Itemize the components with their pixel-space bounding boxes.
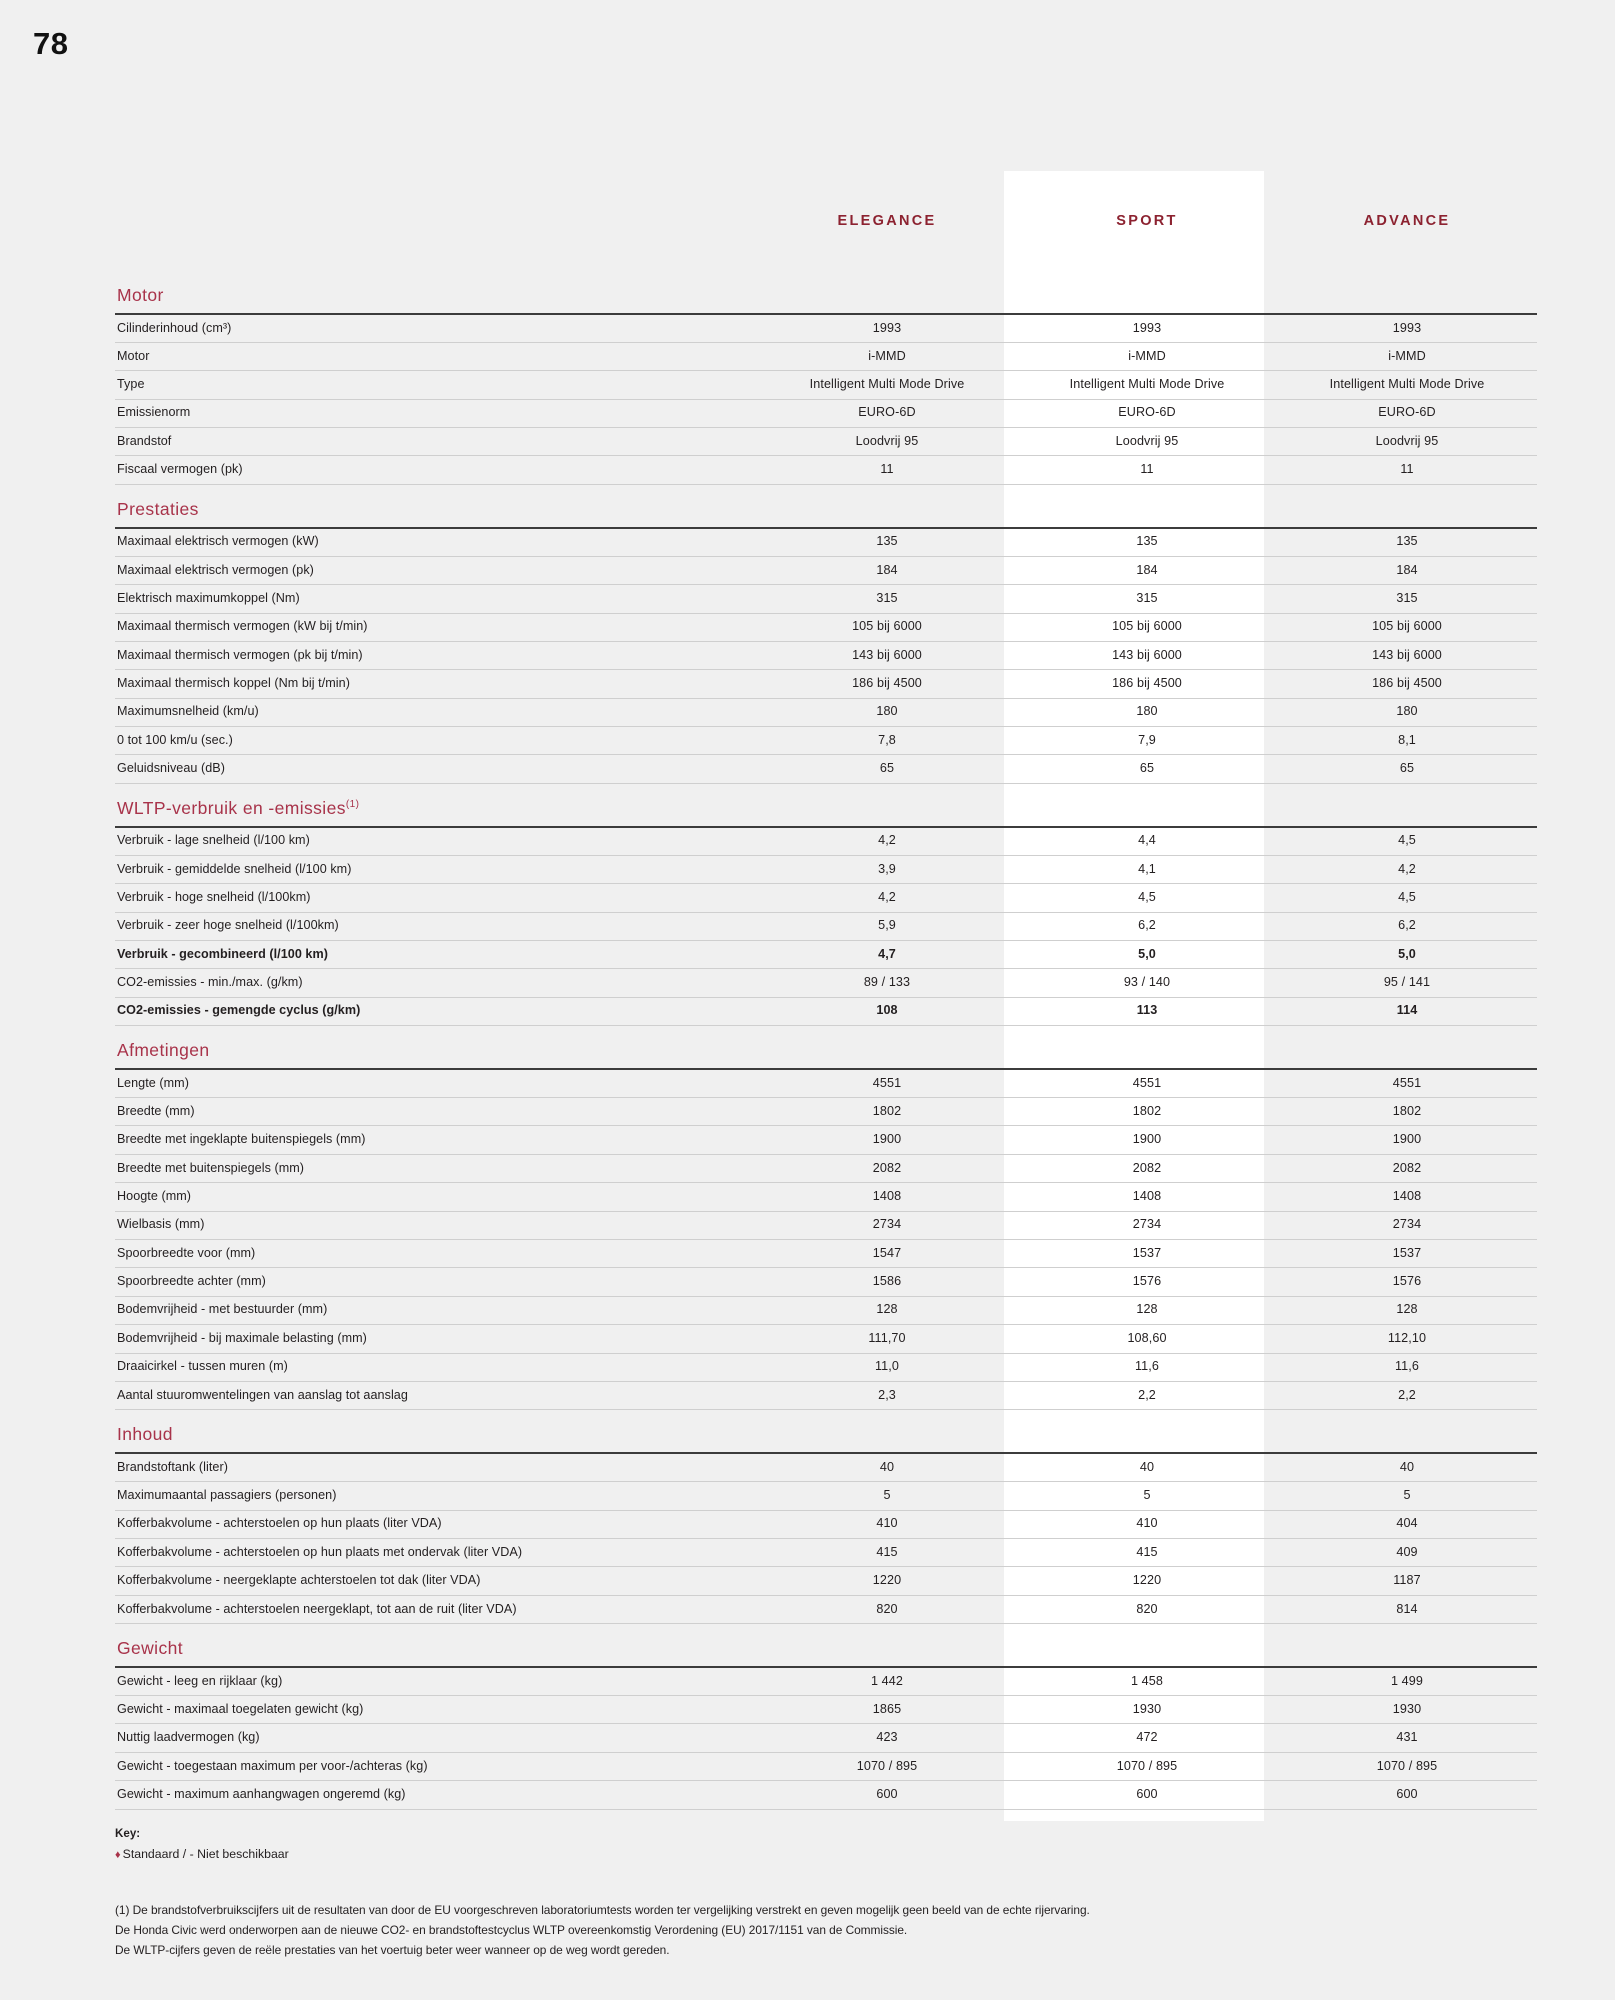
table-row [115, 997, 1537, 1025]
section-header-spacer [1017, 484, 1277, 528]
spec-label: Spoorbreedte achter (mm) [115, 1268, 757, 1296]
spec-label: Hoogte (mm) [115, 1183, 757, 1211]
section-header-spacer [1017, 271, 1277, 314]
spec-label: Brandstoftank (liter) [115, 1453, 757, 1481]
spec-value-sport: 180 [1017, 698, 1277, 726]
table-row [115, 428, 1537, 456]
spec-value-elegance: Loodvrij 95 [757, 428, 1017, 456]
spec-label: Gewicht - leeg en rijklaar (kg) [115, 1667, 757, 1695]
spec-value-sport: 4,4 [1017, 827, 1277, 855]
section-title [117, 1638, 183, 1658]
spec-value-sport: 820 [1017, 1595, 1277, 1623]
section-header-spacer [1277, 484, 1537, 528]
spec-value-elegance: Intelligent Multi Mode Drive [757, 371, 1017, 399]
table-row [115, 585, 1537, 613]
spec-value-advance: 315 [1277, 585, 1537, 613]
spec-label: Verbruik - lage snelheid (l/100 km) [115, 827, 757, 855]
spec-label: Verbruik - zeer hoge snelheid (l/100km) [115, 912, 757, 940]
spec-value-elegance: 111,70 [757, 1325, 1017, 1353]
spec-value-advance: 114 [1277, 997, 1537, 1025]
spec-value-advance: Loodvrij 95 [1277, 428, 1537, 456]
section-header-row [115, 484, 1537, 528]
section-header-spacer [757, 271, 1017, 314]
spec-label: Kofferbakvolume - achterstoelen op hun plaats met ondervak (liter VDA) [115, 1538, 757, 1566]
table-row [115, 342, 1537, 370]
spec-label: Maximumsnelheid (km/u) [115, 698, 757, 726]
table-row [115, 556, 1537, 584]
spec-label: Maximaal thermisch koppel (Nm bij t/min) [115, 670, 757, 698]
section-header-row [115, 271, 1537, 314]
spec-value-advance: 4,2 [1277, 855, 1537, 883]
trim-name-label: ADVANCE [1363, 213, 1451, 229]
table-row [115, 1724, 1537, 1752]
spec-value-elegance: 65 [757, 755, 1017, 783]
table-row [115, 641, 1537, 669]
spec-label: Elektrisch maximumkoppel (Nm) [115, 585, 757, 613]
key-legend-text: Standaard / - Niet beschikbaar [122, 1847, 289, 1861]
spec-label: Maximumaantal passagiers (personen) [115, 1482, 757, 1510]
table-row [115, 1296, 1537, 1324]
trim-header-sport[interactable] [1017, 171, 1277, 271]
spec-label: Brandstof [115, 428, 757, 456]
spec-label: Kofferbakvolume - achterstoelen neergeklapt, tot aan de ruit (liter VDA) [115, 1595, 757, 1623]
spec-value-advance: 4,5 [1277, 884, 1537, 912]
spec-value-advance: i-MMD [1277, 342, 1537, 370]
section-title [117, 1424, 173, 1444]
table-row [115, 314, 1537, 342]
table-row [115, 1211, 1537, 1239]
spec-value-sport: 40 [1017, 1453, 1277, 1481]
spec-value-sport: 4,1 [1017, 855, 1277, 883]
table-row [115, 1453, 1537, 1481]
spec-value-advance: 180 [1277, 698, 1537, 726]
spec-value-sport: 5 [1017, 1482, 1277, 1510]
spec-label: Geluidsniveau (dB) [115, 755, 757, 783]
spec-value-elegance: 5,9 [757, 912, 1017, 940]
spec-value-advance: Intelligent Multi Mode Drive [1277, 371, 1537, 399]
spec-value-advance: 143 bij 6000 [1277, 641, 1537, 669]
section-title-cell [115, 1624, 757, 1668]
spec-value-advance: 1408 [1277, 1183, 1537, 1211]
spec-value-elegance: 4551 [757, 1069, 1017, 1097]
section-title-cell [115, 484, 757, 528]
spec-label: Kofferbakvolume - neergeklapte achterstoelen tot dak (liter VDA) [115, 1567, 757, 1595]
section-header-spacer [1277, 783, 1537, 827]
section-title-text: Motor [117, 285, 164, 305]
section-title [117, 1040, 210, 1060]
spec-value-sport: 410 [1017, 1510, 1277, 1538]
section-title [117, 499, 199, 519]
spec-value-elegance: 11,0 [757, 1353, 1017, 1381]
spec-value-advance: 1537 [1277, 1239, 1537, 1267]
table-row [115, 1781, 1537, 1809]
spec-label: Gewicht - maximaal toegelaten gewicht (kg) [115, 1696, 757, 1724]
spec-value-sport: 143 bij 6000 [1017, 641, 1277, 669]
spec-value-sport: 186 bij 4500 [1017, 670, 1277, 698]
spec-label: Gewicht - toegestaan maximum per voor-/achteras (kg) [115, 1752, 757, 1780]
spec-value-sport: 135 [1017, 528, 1277, 556]
table-row [115, 1538, 1537, 1566]
spec-label: Verbruik - gecombineerd (l/100 km) [115, 940, 757, 968]
spec-value-sport: 472 [1017, 1724, 1277, 1752]
spec-label: Emissienorm [115, 399, 757, 427]
spec-value-elegance: 184 [757, 556, 1017, 584]
table-row [115, 1353, 1537, 1381]
section-header-row [115, 1624, 1537, 1668]
spec-value-advance: 1993 [1277, 314, 1537, 342]
spec-value-advance: 5,0 [1277, 940, 1537, 968]
spec-value-elegance: 315 [757, 585, 1017, 613]
spec-value-sport: 1 458 [1017, 1667, 1277, 1695]
trim-header-spacer [115, 171, 757, 271]
spec-value-advance: 1576 [1277, 1268, 1537, 1296]
spec-value-advance: 409 [1277, 1538, 1537, 1566]
table-row [115, 698, 1537, 726]
section-header-row [115, 783, 1537, 827]
spec-value-advance: 1 499 [1277, 1667, 1537, 1695]
spec-value-advance: 2734 [1277, 1211, 1537, 1239]
spec-value-elegance: 180 [757, 698, 1017, 726]
spec-value-advance: 112,10 [1277, 1325, 1537, 1353]
spec-label: Bodemvrijheid - met bestuurder (mm) [115, 1296, 757, 1324]
spec-value-elegance: 1586 [757, 1268, 1017, 1296]
spec-value-sport: 108,60 [1017, 1325, 1277, 1353]
section-header-spacer [1277, 271, 1537, 314]
table-row [115, 727, 1537, 755]
spec-value-advance: 11 [1277, 456, 1537, 484]
spec-value-elegance: EURO-6D [757, 399, 1017, 427]
spec-value-sport: 184 [1017, 556, 1277, 584]
spec-label: Maximaal elektrisch vermogen (kW) [115, 528, 757, 556]
spec-value-elegance: 415 [757, 1538, 1017, 1566]
spec-value-elegance: 4,7 [757, 940, 1017, 968]
table-row [115, 1069, 1537, 1097]
spec-value-advance: 8,1 [1277, 727, 1537, 755]
spec-value-elegance: 11 [757, 456, 1017, 484]
section-header-spacer [757, 1410, 1017, 1454]
trim-name-label: SPORT [1116, 213, 1178, 229]
spec-value-elegance: 1865 [757, 1696, 1017, 1724]
table-row [115, 1325, 1537, 1353]
table-row [115, 1696, 1537, 1724]
section-header-spacer [1017, 1026, 1277, 1070]
table-row [115, 940, 1537, 968]
spec-value-elegance: 600 [757, 1781, 1017, 1809]
spec-value-sport: 113 [1017, 997, 1277, 1025]
spec-value-sport: 1220 [1017, 1567, 1277, 1595]
section-header-spacer [1277, 1026, 1537, 1070]
spec-label: Fiscaal vermogen (pk) [115, 456, 757, 484]
spec-value-advance: 184 [1277, 556, 1537, 584]
diamond-icon: ♦ [115, 1849, 121, 1861]
spec-label: Draaicirkel - tussen muren (m) [115, 1353, 757, 1381]
spec-value-sport: 4,5 [1017, 884, 1277, 912]
spec-label: Maximaal thermisch vermogen (kW bij t/min) [115, 613, 757, 641]
spec-value-advance: 600 [1277, 1781, 1537, 1809]
spec-label: Aantal stuuromwentelingen van aanslag tot aanslag [115, 1381, 757, 1409]
spec-value-elegance: 143 bij 6000 [757, 641, 1017, 669]
spec-value-elegance: 128 [757, 1296, 1017, 1324]
section-header-spacer [1017, 1410, 1277, 1454]
table-row [115, 1510, 1537, 1538]
spec-value-elegance: 2,3 [757, 1381, 1017, 1409]
key-block [115, 1827, 289, 1861]
spec-value-elegance: 410 [757, 1510, 1017, 1538]
table-row [115, 371, 1537, 399]
section-title-cell [115, 1026, 757, 1070]
spec-value-elegance: 3,9 [757, 855, 1017, 883]
spec-value-sport: 1576 [1017, 1268, 1277, 1296]
spec-label: Gewicht - maximum aanhangwagen ongeremd (kg) [115, 1781, 757, 1809]
spec-value-sport: 93 / 140 [1017, 969, 1277, 997]
table-row [115, 1482, 1537, 1510]
spec-value-advance: 404 [1277, 1510, 1537, 1538]
table-row [115, 1268, 1537, 1296]
trim-header-elegance[interactable] [757, 171, 1017, 271]
spec-value-elegance: 1 442 [757, 1667, 1017, 1695]
spec-label: CO2-emissies - min./max. (g/km) [115, 969, 757, 997]
spec-value-sport: 1993 [1017, 314, 1277, 342]
spec-value-elegance: 1802 [757, 1097, 1017, 1125]
spec-value-sport: 2734 [1017, 1211, 1277, 1239]
trim-name-label: ELEGANCE [837, 213, 937, 229]
spec-label: Verbruik - gemiddelde snelheid (l/100 km) [115, 855, 757, 883]
spec-label: Cilinderinhoud (cm³) [115, 314, 757, 342]
spec-value-advance: 4551 [1277, 1069, 1537, 1097]
spec-label: Lengte (mm) [115, 1069, 757, 1097]
key-title: Key: [115, 1827, 141, 1840]
spec-value-sport: 1537 [1017, 1239, 1277, 1267]
spec-value-sport: 1070 / 895 [1017, 1752, 1277, 1780]
spec-value-advance: 128 [1277, 1296, 1537, 1324]
spec-value-advance: 1930 [1277, 1696, 1537, 1724]
spec-value-sport: 4551 [1017, 1069, 1277, 1097]
section-header-spacer [1277, 1624, 1537, 1668]
spec-value-advance: EURO-6D [1277, 399, 1537, 427]
table-row [115, 1595, 1537, 1623]
table-row [115, 969, 1537, 997]
section-header-row [115, 1026, 1537, 1070]
spec-value-elegance: 105 bij 6000 [757, 613, 1017, 641]
table-row [115, 1154, 1537, 1182]
table-row [115, 1097, 1537, 1125]
specification-sheet [115, 171, 1537, 1810]
spec-value-elegance: 5 [757, 1482, 1017, 1510]
table-row [115, 884, 1537, 912]
spec-value-sport: 6,2 [1017, 912, 1277, 940]
spec-value-sport: 11,6 [1017, 1353, 1277, 1381]
footnote-line: De Honda Civic werd onderworpen aan de nieuwe CO2- en brandstoftestcyclus WLTP overeenkomstig Verordening (EU) 2017/1151 van de Commissie. [115, 1922, 908, 1937]
section-header-spacer [757, 484, 1017, 528]
spec-value-elegance: 1900 [757, 1126, 1017, 1154]
key-legend-line [115, 1847, 289, 1861]
spec-value-sport: i-MMD [1017, 342, 1277, 370]
spec-label: Kofferbakvolume - achterstoelen op hun plaats (liter VDA) [115, 1510, 757, 1538]
spec-label: Nuttig laadvermogen (kg) [115, 1724, 757, 1752]
spec-label: Maximaal thermisch vermogen (pk bij t/min) [115, 641, 757, 669]
spec-value-elegance: 2082 [757, 1154, 1017, 1182]
footnote-line: (1) De brandstofverbruikscijfers uit de resultaten van door de EU voorgeschreven laboratoriumtests worden ter vergelijking verstrekt en geven mogelijk geen beeld van de echte rijervaring. [115, 1903, 1090, 1917]
section-title-cell [115, 271, 757, 314]
spec-value-elegance: 1547 [757, 1239, 1017, 1267]
spec-value-advance: 135 [1277, 528, 1537, 556]
spec-value-elegance: 186 bij 4500 [757, 670, 1017, 698]
spec-value-sport: 128 [1017, 1296, 1277, 1324]
section-header-spacer [757, 783, 1017, 827]
section-title-text: Gewicht [117, 1638, 184, 1659]
spec-value-elegance: 820 [757, 1595, 1017, 1623]
spec-value-sport: 65 [1017, 755, 1277, 783]
section-title-text: Afmetingen [117, 1040, 210, 1061]
spec-label: Breedte met buitenspiegels (mm) [115, 1154, 757, 1182]
spec-value-advance: 105 bij 6000 [1277, 613, 1537, 641]
section-header-row [115, 1410, 1537, 1454]
spec-value-sport: 2,2 [1017, 1381, 1277, 1409]
spec-value-advance: 1900 [1277, 1126, 1537, 1154]
section-title-text: Prestaties [117, 498, 199, 519]
spec-value-sport: 600 [1017, 1781, 1277, 1809]
footnote-line: De WLTP-cijfers geven de reële prestaties van het voertuig beter weer wanneer op de weg wordt gereden. [115, 1942, 670, 1957]
spec-value-advance: 1802 [1277, 1097, 1537, 1125]
spec-value-sport: Intelligent Multi Mode Drive [1017, 371, 1277, 399]
section-title-text: WLTP-verbruik en -emissies [117, 797, 346, 818]
section-header-spacer [1017, 783, 1277, 827]
spec-value-advance: 6,2 [1277, 912, 1537, 940]
spec-label: CO2-emissies - gemengde cyclus (g/km) [115, 997, 757, 1025]
spec-value-elegance: 1993 [757, 314, 1017, 342]
spec-value-advance: 4,5 [1277, 827, 1537, 855]
spec-value-advance: 186 bij 4500 [1277, 670, 1537, 698]
spec-value-elegance: 89 / 133 [757, 969, 1017, 997]
specification-table [115, 171, 1537, 1810]
spec-label: Motor [115, 342, 757, 370]
spec-value-sport: 105 bij 6000 [1017, 613, 1277, 641]
table-row [115, 1567, 1537, 1595]
footnote-block [115, 1902, 1545, 1962]
table-row [115, 528, 1537, 556]
spec-value-elegance: 40 [757, 1453, 1017, 1481]
spec-value-advance: 1187 [1277, 1567, 1537, 1595]
table-row [115, 613, 1537, 641]
spec-value-sport: 7,9 [1017, 727, 1277, 755]
section-title-cell [115, 783, 757, 827]
spec-value-elegance: 7,8 [757, 727, 1017, 755]
spec-value-elegance: 4,2 [757, 827, 1017, 855]
table-row [115, 912, 1537, 940]
spec-value-sport: 1802 [1017, 1097, 1277, 1125]
spec-value-advance: 431 [1277, 1724, 1537, 1752]
spec-label: Bodemvrijheid - bij maximale belasting (mm) [115, 1325, 757, 1353]
spec-value-elegance: 108 [757, 997, 1017, 1025]
spec-value-advance: 2082 [1277, 1154, 1537, 1182]
spec-value-elegance: i-MMD [757, 342, 1017, 370]
spec-value-sport: 1930 [1017, 1696, 1277, 1724]
spec-value-advance: 65 [1277, 755, 1537, 783]
table-row [115, 1381, 1537, 1409]
spec-value-advance: 40 [1277, 1453, 1537, 1481]
page-number: 78 [33, 26, 69, 61]
table-row [115, 855, 1537, 883]
spec-value-sport: 315 [1017, 585, 1277, 613]
table-row [115, 1239, 1537, 1267]
section-title [117, 285, 164, 305]
spec-label: Wielbasis (mm) [115, 1211, 757, 1239]
spec-value-sport: Loodvrij 95 [1017, 428, 1277, 456]
trim-header-row [115, 171, 1537, 271]
spec-value-elegance: 4,2 [757, 884, 1017, 912]
spec-value-elegance: 423 [757, 1724, 1017, 1752]
table-row [115, 670, 1537, 698]
spec-value-advance: 95 / 141 [1277, 969, 1537, 997]
spec-value-sport: 1900 [1017, 1126, 1277, 1154]
table-row [115, 1126, 1537, 1154]
spec-value-advance: 1070 / 895 [1277, 1752, 1537, 1780]
spec-label: Spoorbreedte voor (mm) [115, 1239, 757, 1267]
section-header-spacer [757, 1026, 1017, 1070]
table-row [115, 456, 1537, 484]
spec-value-sport: 2082 [1017, 1154, 1277, 1182]
spec-label: Maximaal elektrisch vermogen (pk) [115, 556, 757, 584]
spec-label: Verbruik - hoge snelheid (l/100km) [115, 884, 757, 912]
table-row [115, 1183, 1537, 1211]
spec-value-advance: 5 [1277, 1482, 1537, 1510]
table-row [115, 1667, 1537, 1695]
section-footnote-marker: (1) [345, 799, 360, 811]
spec-value-sport: EURO-6D [1017, 399, 1277, 427]
spec-value-elegance: 2734 [757, 1211, 1017, 1239]
table-row [115, 399, 1537, 427]
table-row [115, 755, 1537, 783]
spec-value-sport: 11 [1017, 456, 1277, 484]
section-header-spacer [1017, 1624, 1277, 1668]
spec-value-advance: 2,2 [1277, 1381, 1537, 1409]
spec-value-elegance: 1070 / 895 [757, 1752, 1017, 1780]
section-title-cell [115, 1410, 757, 1454]
spec-value-sport: 415 [1017, 1538, 1277, 1566]
table-row [115, 1752, 1537, 1780]
spec-value-advance: 814 [1277, 1595, 1537, 1623]
section-header-spacer [1277, 1410, 1537, 1454]
spec-value-elegance: 1408 [757, 1183, 1017, 1211]
section-header-spacer [757, 1624, 1017, 1668]
spec-label: Type [115, 371, 757, 399]
spec-value-sport: 1408 [1017, 1183, 1277, 1211]
trim-header-advance[interactable] [1277, 171, 1537, 271]
spec-label: Breedte (mm) [115, 1097, 757, 1125]
spec-value-sport: 5,0 [1017, 940, 1277, 968]
table-row [115, 827, 1537, 855]
spec-value-advance: 11,6 [1277, 1353, 1537, 1381]
spec-label: Breedte met ingeklapte buitenspiegels (mm) [115, 1126, 757, 1154]
spec-label: 0 tot 100 km/u (sec.) [115, 727, 757, 755]
spec-value-elegance: 135 [757, 528, 1017, 556]
section-title-text: Inhoud [117, 1424, 173, 1445]
spec-value-elegance: 1220 [757, 1567, 1017, 1595]
section-title [117, 798, 359, 818]
